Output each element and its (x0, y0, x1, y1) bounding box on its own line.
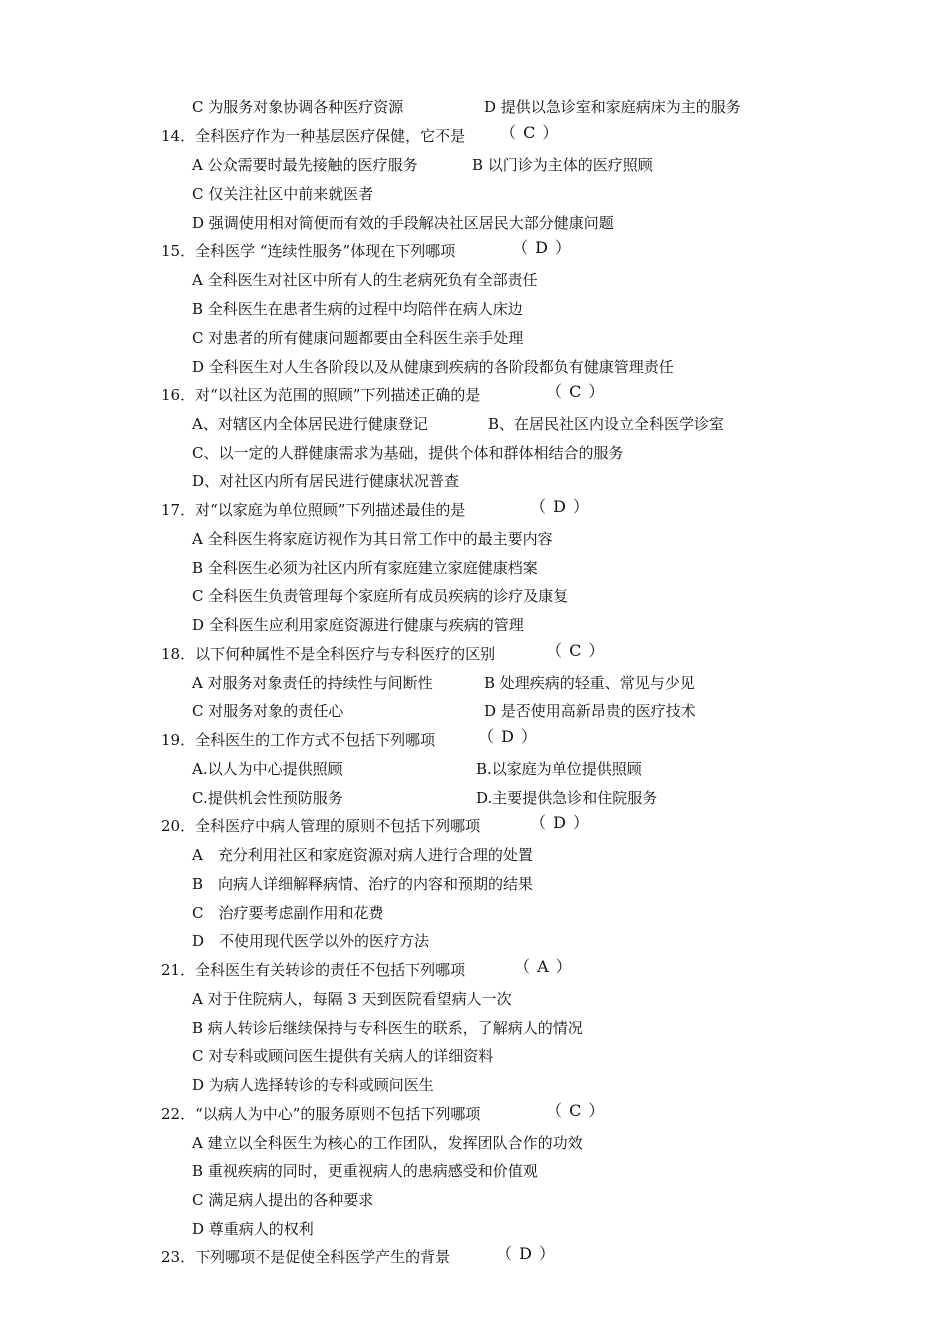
q16-option-d: D、对社区内所有居民进行健康状况普查 (192, 472, 460, 490)
q22-answer: （ C ） (546, 1101, 606, 1120)
q21-option-b: B 病人转诊后继续保持与专科医生的联系，了解病人的情况 (192, 1019, 583, 1037)
q16-stem: 16．对“以社区为范围的照顾”下列描述正确的是 (161, 386, 481, 404)
q23-answer: （ D ） (496, 1244, 557, 1263)
q17-option-d: D 全科医生应利用家庭资源进行健康与疾病的管理 (192, 616, 524, 634)
q15-option-d: D 全科医生对人生各阶段以及从健康到疾病的各阶段都负有健康管理责任 (192, 358, 674, 376)
q18-option-a: A 对服务对象责任的持续性与间断性 (192, 674, 433, 692)
q16-answer: （ C ） (546, 382, 606, 401)
q22-option-d: D 尊重病人的权利 (192, 1220, 314, 1238)
q21-option-a: A 对于住院病人，每隔 3 天到医院看望病人一次 (192, 990, 512, 1008)
q16-option-a: A、对辖区内全体居民进行健康登记 (192, 415, 428, 433)
q18-stem: 18．以下何种属性不是全科医疗与专科医疗的区别 (161, 645, 496, 663)
q18-answer: （ C ） (546, 641, 606, 660)
q21-option-d: D 为病人选择转诊的专科或顾问医生 (192, 1076, 434, 1094)
q20-stem: 20．全科医疗中病人管理的原则不包括下列哪项 (161, 817, 481, 835)
q22-option-a: A 建立以全科医生为核心的工作团队，发挥团队合作的功效 (192, 1134, 583, 1152)
q22-option-b: B 重视疾病的同时，更重视病人的患病感受和价值观 (192, 1162, 538, 1180)
q20-option-c: C 治疗要考虑副作用和花费 (192, 904, 384, 922)
q17-option-c: C 全科医生负责管理每个家庭所有成员疾病的诊疗及康复 (192, 587, 569, 605)
q17-answer: （ D ） (530, 497, 591, 516)
q15-stem: 15．全科医学 “连续性服务”体现在下列哪项 (161, 242, 456, 260)
q18-option-b: B 处理疾病的轻重、常见与少见 (484, 674, 695, 692)
q15-option-a: A 全科医生对社区中所有人的生老病死负有全部责任 (192, 271, 538, 289)
q21-stem: 21．全科医生有关转诊的责任不包括下列哪项 (161, 961, 466, 979)
q20-answer: （ D ） (530, 813, 591, 832)
q14-option-c: C 仅关注社区中前来就医者 (192, 185, 374, 203)
q14-answer: （ C ） (500, 123, 560, 142)
q19-option-a: A.以人为中心提供照顾 (192, 760, 343, 778)
q19-answer: （ D ） (478, 727, 539, 746)
q16-option-c: C、以一定的人群健康需求为基础，提供个体和群体相结合的服务 (192, 444, 624, 462)
q15-option-b: B 全科医生在患者生病的过程中均陪伴在病人床边 (192, 300, 523, 318)
q22-option-c: C 满足病人提出的各种要求 (192, 1191, 374, 1209)
q17-option-a: A 全科医生将家庭访视作为其日常工作中的最主要内容 (192, 530, 553, 548)
q17-option-b: B 全科医生必须为社区内所有家庭建立家庭健康档案 (192, 559, 538, 577)
q13-option-d: D 提供以急诊室和家庭病床为主的服务 (484, 98, 741, 116)
q21-answer: （ A ） (514, 957, 573, 976)
q20-option-d: D 不使用现代医学以外的医疗方法 (192, 932, 430, 950)
q13-option-c: C 为服务对象协调各种医疗资源 (192, 98, 404, 116)
q21-option-c: C 对专科或顾问医生提供有关病人的详细资料 (192, 1047, 494, 1065)
q14-stem: 14．全科医疗作为一种基层医疗保健，它不是 (161, 127, 466, 145)
q19-option-b: B.以家庭为单位提供照顾 (476, 760, 642, 778)
q14-option-d: D 强调使用相对简便而有效的手段解决社区居民大部分健康问题 (192, 214, 614, 232)
q14-option-a: A 公众需要时最先接触的医疗服务 (192, 156, 418, 174)
q20-option-a: A 充分利用社区和家庭资源对病人进行合理的处置 (192, 846, 533, 864)
q23-stem: 23．下列哪项不是促使全科医学产生的背景 (161, 1248, 451, 1266)
q15-answer: （ D ） (512, 238, 573, 257)
q15-option-c: C 对患者的所有健康问题都要由全科医生亲手处理 (192, 329, 524, 347)
q19-option-d: D.主要提供急诊和住院服务 (476, 789, 658, 807)
q18-option-d: D 是否使用高新昂贵的医疗技术 (484, 702, 696, 720)
q22-stem: 22．“以病人为中心”的服务原则不包括下列哪项 (161, 1105, 481, 1123)
q19-option-c: C.提供机会性预防服务 (192, 789, 343, 807)
q19-stem: 19．全科医生的工作方式不包括下列哪项 (161, 731, 436, 749)
q14-option-b: B 以门诊为主体的医疗照顾 (472, 156, 653, 174)
q16-option-b: B、在居民社区内设立全科医学诊室 (488, 415, 725, 433)
q20-option-b: B 向病人详细解释病情、治疗的内容和预期的结果 (192, 875, 534, 893)
q17-stem: 17．对“以家庭为单位照顾”下列描述最佳的是 (161, 501, 466, 519)
q18-option-c: C 对服务对象的责任心 (192, 702, 344, 720)
